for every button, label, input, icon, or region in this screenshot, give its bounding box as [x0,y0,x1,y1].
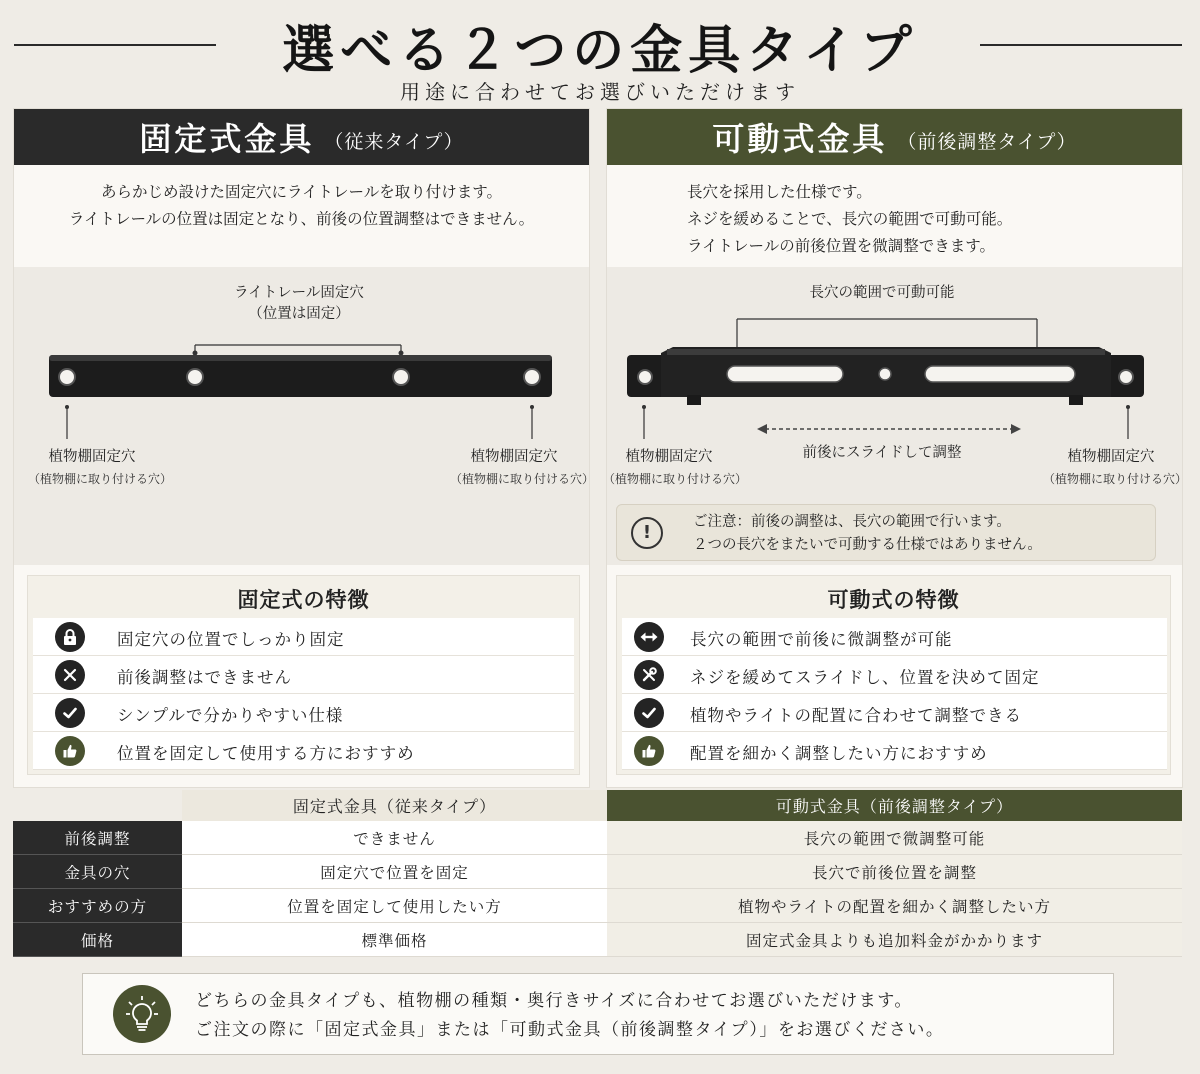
feature-row [622,732,1167,770]
page-subtitle: 用途に合わせてお選びいただけます [400,80,800,104]
feature-row [33,694,574,732]
movable-panel-header [607,109,1182,165]
feature-text: 長穴の範囲で前後に微調整が可能 [690,630,953,649]
fixed-description-line: ライトレールの位置は固定となり、前後の位置調整はできません。 [68,210,535,228]
wrench-screwdriver-icon [634,660,664,690]
fixed-bracket-illustration [14,267,595,565]
caution-text [693,511,1042,557]
shelf-hole-sublabel-left: （植物棚に取り付ける穴） [28,472,173,486]
footer-text [195,987,944,1045]
thumbs-up-icon [55,736,85,766]
check-icon [55,698,85,728]
row-header: 金具の穴 [13,855,182,889]
cell-movable: 固定式金具よりも追加料金がかかります [607,923,1182,957]
rail-hole-label-line: ライトレール固定穴 [234,285,364,301]
table-row [13,889,1182,923]
cell-fixed: 位置を固定して使用したい方 [182,889,607,923]
cell-fixed: 標準価格 [182,923,607,957]
cell-movable: 長穴で前後位置を調整 [607,855,1182,889]
movable-description-line: 長穴を採用した仕様です。 [687,183,872,201]
feature-text: 配置を細かく調整したい方におすすめ [690,744,988,763]
table-row [13,923,1182,957]
shelf-hole-label-left: 植物棚固定穴 [625,449,713,465]
table-header-fixed: 固定式金具（従来タイプ） [182,790,607,821]
shelf-hole-sublabel-right: （植物棚に取り付ける穴） [1043,472,1188,486]
fixed-panel-title: 固定式金具 [139,120,315,158]
feature-text: 固定穴の位置でしっかり固定 [117,630,345,649]
rail-hole-label-line: （位置は固定） [248,306,350,322]
movable-bracket-panel [603,108,1188,788]
movable-features-title: 可動式の特徴 [827,588,960,612]
feature-row [33,618,574,656]
row-header: 価格 [13,923,182,957]
fixed-description-line: あらかじめ設けた固定穴にライトレールを取り付けます。 [101,183,502,201]
cell-movable: 長穴の範囲で微調整可能 [607,821,1182,855]
feature-text: 位置を固定して使用する方におすすめ [117,744,415,763]
feature-text: シンプルで分かりやすい仕様 [117,706,344,725]
feature-row [622,618,1167,656]
fixed-features-box [27,575,580,775]
footer-line: ご注文の際に「固定式金具」または「可動式金具（前後調整タイプ）」をお選びください。 [195,1020,945,1040]
movable-description [687,179,1012,260]
movable-panel-title: 可動式金具 [712,120,888,158]
thumbs-up-icon [634,736,664,766]
cell-fixed: できません [182,821,607,855]
table-header-movable: 可動式金具（前後調整タイプ） [607,790,1182,821]
shelf-hole-sublabel-left: （植物棚に取り付ける穴） [603,472,748,486]
cross-tools-icon [55,660,85,690]
exclamation-icon: ! [631,517,663,549]
caution-line: ご注意：前後の調整は、長穴の範囲で行います。 [693,514,1011,530]
slide-adjust-label: 前後にスライドして調整 [802,445,962,461]
check-icon [634,698,664,728]
rail-hole-label [184,283,414,325]
double-arrow-icon [634,622,664,652]
fixed-panel-header [14,109,589,165]
row-header: 前後調整 [13,821,182,855]
shelf-hole-label-right: 植物棚固定穴 [1067,449,1155,465]
caution-notice [616,504,1156,561]
slot-range-label: 長穴の範囲で可動可能 [809,285,955,301]
feature-text: 前後調整はできません [117,668,292,687]
row-header: おすすめの方 [13,889,182,923]
shelf-hole-label-left: 植物棚固定穴 [48,449,136,465]
fixed-panel-subtitle: （従来タイプ） [324,130,464,153]
shelf-hole-sublabel-right: （植物棚に取り付ける穴） [450,472,595,486]
feature-text: ネジを緩めてスライドし、位置を決めて固定 [690,668,1040,687]
fixed-description [14,179,589,233]
page-title: 選べる２つの金具タイプ [282,21,918,81]
cell-movable: 植物やライトの配置を細かく調整したい方 [607,889,1182,923]
movable-description-line: ライトレールの前後位置を微調整できます。 [687,237,995,255]
fixed-features-title: 固定式の特徴 [237,588,370,612]
table-row [13,855,1182,889]
cell-fixed: 固定穴で位置を固定 [182,855,607,889]
lightbulb-icon [113,985,171,1043]
caution-line: ２つの長穴をまたいで可動する仕様ではありません。 [693,537,1042,553]
feature-row [33,732,574,770]
feature-row [622,694,1167,732]
table-row [13,821,1182,855]
footer-line: どちらの金具タイプも、植物棚の種類・奥行きサイズに合わせてお選びいただけます。 [195,991,913,1011]
feature-row [622,656,1167,694]
feature-row [33,656,574,694]
movable-panel-subtitle: （前後調整タイプ） [897,130,1077,153]
movable-description-line: ネジを緩めることで、長穴の範囲で可動可能。 [687,210,1013,228]
lock-icon [55,622,85,652]
fixed-bracket-panel [13,108,595,788]
movable-features-box [616,575,1171,775]
footer-note [82,973,1114,1055]
shelf-hole-label-right: 植物棚固定穴 [470,449,558,465]
feature-text: 植物やライトの配置に合わせて調整できる [690,706,1023,725]
